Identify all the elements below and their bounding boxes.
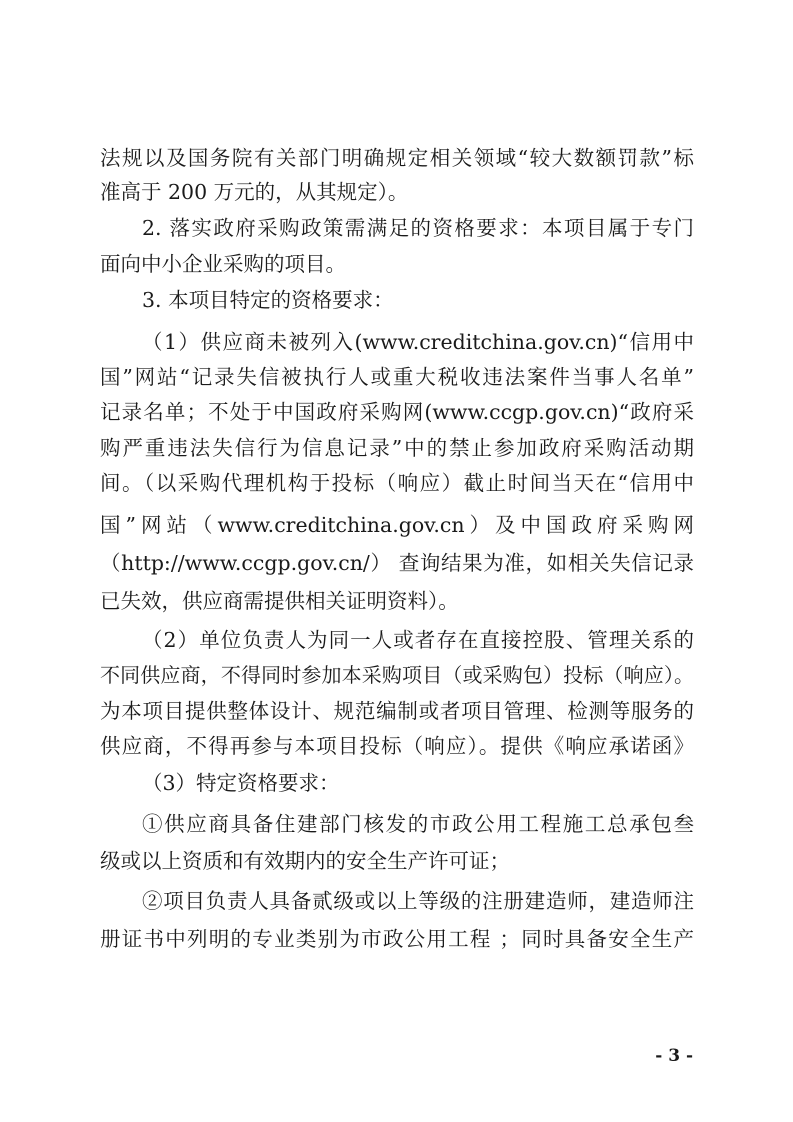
text-line: ①供应商具备住建部门核发的市政公用工程施工总承包叁 [142,812,694,836]
text-line: （2）单位负责人为同一人或者存在直接控股、管理关系的 [142,628,694,652]
text-line: 2. 落实政府采购政策需满足的资格要求：本项目属于专门 [142,216,694,240]
text-line: （1）供应商未被列入(www.creditchina.gov.cn)“信用中 [142,330,694,354]
text-line: 国”网站（www.creditchina.gov.cn）及中国政府采购网 [100,513,694,537]
text-line: 记录名单；不处于中国政府采购网(www.ccgp.gov.cn)“政府采 [100,400,694,424]
text-line: 面向中小企业采购的项目。 [100,252,346,276]
text-line: 册证书中列明的专业类别为市政公用工程 ；同时具备安全生产 [100,927,694,951]
text-line: 准高于 200 万元的，从其规定）。 [100,180,409,204]
text-line: 为本项目提供整体设计、规范编制或者项目管理、检测等服务的 [100,699,694,723]
text-line: 级或以上资质和有效期内的安全生产许可证； [100,849,510,873]
page-number: - 3 - [655,1046,693,1066]
text-line: 已失效，供应商需提供相关证明资料）。 [100,589,459,613]
text-line: （3）特定资格要求： [142,771,340,795]
text-line: （http://www.ccgp.gov.cn/） 查询结果为准，如相关失信记录 [100,551,694,575]
text-line: 购严重违法失信行为信息记录”中的禁止参加政府采购活动期 [100,436,694,460]
text-line: 国”网站“记录失信被执行人或重大税收违法案件当事人名单” [100,365,694,389]
text-line: 3. 本项目特定的资格要求： [142,288,394,312]
text-line: 间。（以采购代理机构于投标（响应）截止时间当天在“信用中 [100,471,694,495]
text-line: 供应商，不得再参与本项目投标（响应）。提供《响应承诺函》 [100,734,694,758]
text-line: 法规以及国务院有关部门明确规定相关领域“较大数额罚款”标 [100,146,694,170]
text-line: 不同供应商，不得同时参加本采购项目（或采购包）投标（响应）。 [100,663,694,687]
text-line: ②项目负责人具备贰级或以上等级的注册建造师，建造师注 [142,889,694,913]
